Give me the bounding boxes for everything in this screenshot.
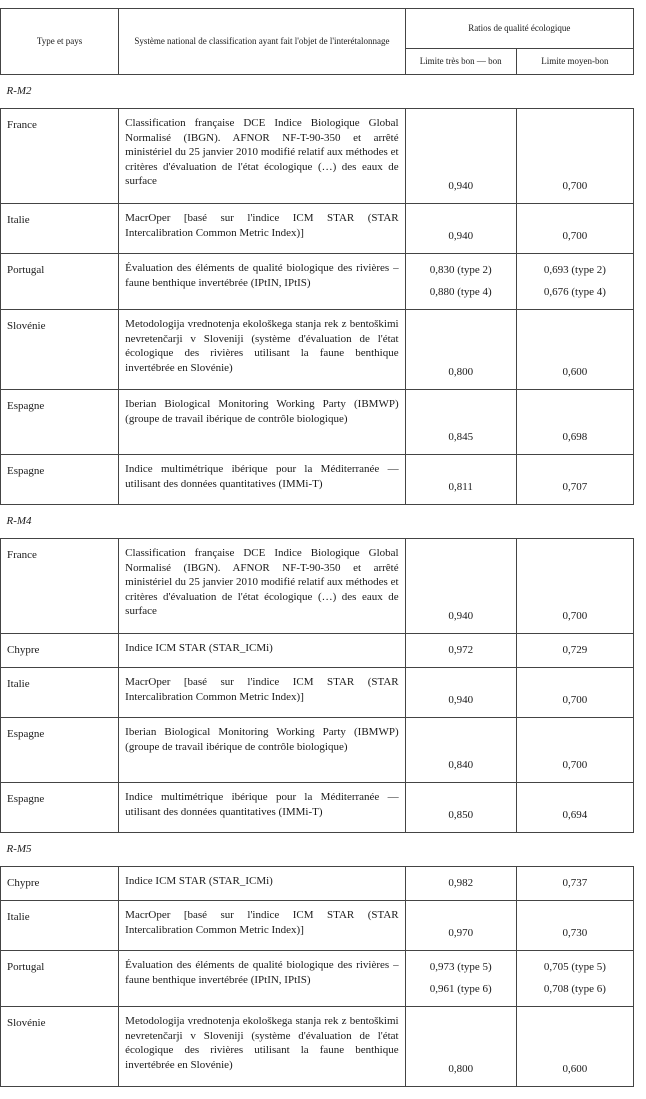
- limit-value: 0,800: [448, 365, 474, 378]
- limit-moyen-bon-cell: [516, 455, 633, 505]
- limit-value: 0,973 (type 5): [429, 961, 492, 974]
- limit-value: 0,708 (type 6): [543, 982, 606, 995]
- limit-tres-bon-cell: [405, 783, 516, 833]
- limit-tres-bon-cell: [405, 718, 516, 783]
- limit-tres-bon-cell: [405, 455, 516, 505]
- table-row: [1, 634, 634, 668]
- group-label: R-M2: [1, 75, 634, 109]
- limit-value: 0,940: [448, 179, 474, 192]
- header-limite-moyen-bon: Limite moyen-bon: [516, 49, 633, 75]
- limit-moyen-bon-cell: [516, 867, 633, 901]
- limit-tres-bon-cell: [405, 539, 516, 634]
- system-cell: Indice multimétrique ibérique pour la Méditerranée — utilisant des données quantitatives (IMMi-T): [119, 455, 405, 505]
- limit-value: 0,729: [562, 643, 588, 656]
- country-cell: Chypre: [1, 867, 119, 901]
- limit-tres-bon-cell: [405, 109, 516, 204]
- header-systeme: Système national de classification ayant fait l'objet de l'interétalonnage: [119, 9, 405, 75]
- table-row: [1, 254, 634, 310]
- country-cell: Chypre: [1, 634, 119, 668]
- limit-tres-bon-cell: [405, 310, 516, 390]
- limit-value: 0,940: [448, 693, 474, 706]
- country-cell: Portugal: [1, 951, 119, 1007]
- group-label: R-M5: [1, 833, 634, 867]
- table-row: [1, 109, 634, 204]
- limit-value: 0,693 (type 2): [543, 264, 606, 277]
- limit-value: 0,840: [448, 758, 474, 771]
- limit-value: 0,845: [448, 430, 474, 443]
- table-row: [1, 390, 634, 455]
- limit-tres-bon-cell: [405, 1007, 516, 1087]
- table-row: [1, 539, 634, 634]
- table-row: [1, 951, 634, 1007]
- table-body: [1, 75, 634, 1087]
- system-cell: MacrOper [basé sur l'indice ICM STAR (STAR Intercalibration Common Metric Index)]: [119, 668, 405, 718]
- limit-tres-bon-cell: [405, 634, 516, 668]
- system-cell: Metodologija vrednotenja ekološkega stanja rek z bentoškimi nevretenčarji v Sloveniji (système d'évaluation de l'état écologique des rivières utilisant la faune benthique invertébrée en Slovénie): [119, 1007, 405, 1087]
- system-cell: Indice ICM STAR (STAR_ICMi): [119, 867, 405, 901]
- limit-value: 0,700: [562, 609, 588, 622]
- limit-moyen-bon-cell: [516, 539, 633, 634]
- country-cell: Espagne: [1, 390, 119, 455]
- country-cell: Slovénie: [1, 310, 119, 390]
- header-ratios: Ratios de qualité écologique: [405, 9, 633, 49]
- country-cell: Italie: [1, 668, 119, 718]
- document-page: [0, 8, 634, 1087]
- limit-value: 0,940: [448, 229, 474, 242]
- limit-value: 0,700: [562, 693, 588, 706]
- group-row: [1, 833, 634, 867]
- limit-value: 0,970: [448, 926, 474, 939]
- limit-value: 0,737: [562, 876, 588, 889]
- limit-value: 0,830 (type 2): [429, 264, 492, 277]
- limit-moyen-bon-cell: [516, 783, 633, 833]
- country-cell: Espagne: [1, 455, 119, 505]
- system-cell: Metodologija vrednotenja ekološkega stanja rek z bentoškimi nevretenčarji v Sloveniji (système d'évaluation de l'état écologique des rivières utilisant la faune benthique invertébrée en Slovénie): [119, 310, 405, 390]
- group-label: R-M4: [1, 505, 634, 539]
- table-row: [1, 455, 634, 505]
- system-cell: MacrOper [basé sur l'indice ICM STAR (STAR Intercalibration Common Metric Index)]: [119, 204, 405, 254]
- classification-table: [0, 8, 634, 1087]
- limit-moyen-bon-cell: [516, 901, 633, 951]
- limit-value: 0,707: [562, 480, 588, 493]
- table-row: [1, 204, 634, 254]
- limit-moyen-bon-cell: [516, 718, 633, 783]
- limit-tres-bon-cell: [405, 951, 516, 1007]
- group-row: [1, 505, 634, 539]
- limit-tres-bon-cell: [405, 390, 516, 455]
- system-cell: Indice multimétrique ibérique pour la Méditerranée — utilisant des données quantitatives (IMMi-T): [119, 783, 405, 833]
- limit-value: 0,940: [448, 609, 474, 622]
- country-cell: Espagne: [1, 783, 119, 833]
- limit-tres-bon-cell: [405, 204, 516, 254]
- limit-tres-bon-cell: [405, 668, 516, 718]
- limit-moyen-bon-cell: [516, 390, 633, 455]
- limit-value: 0,961 (type 6): [429, 982, 492, 995]
- system-cell: Iberian Biological Monitoring Working Party (IBMWP) (groupe de travail ibérique de contrôle biologique): [119, 718, 405, 783]
- header-type-pays: Type et pays: [1, 9, 119, 75]
- system-cell: Classification française DCE Indice Biologique Global Normalisé (IBGN). AFNOR NF-T-90-350 et arrêté ministériel du 25 janvier 2010 modifié relatif aux méthodes et critères d'évaluation de l'état écologique (…) des eaux de surface: [119, 109, 405, 204]
- system-cell: Évaluation des éléments de qualité biologique des rivières – faune benthique invertébrée (IPtIN, IPtIS): [119, 951, 405, 1007]
- limit-moyen-bon-cell: [516, 668, 633, 718]
- limit-moyen-bon-cell: [516, 951, 633, 1007]
- country-cell: Portugal: [1, 254, 119, 310]
- group-row: [1, 75, 634, 109]
- limit-moyen-bon-cell: [516, 109, 633, 204]
- system-cell: MacrOper [basé sur l'indice ICM STAR (STAR Intercalibration Common Metric Index)]: [119, 901, 405, 951]
- limit-moyen-bon-cell: [516, 254, 633, 310]
- table-row: [1, 1007, 634, 1087]
- limit-value: 0,730: [562, 926, 588, 939]
- system-cell: Indice ICM STAR (STAR_ICMi): [119, 634, 405, 668]
- limit-moyen-bon-cell: [516, 310, 633, 390]
- table-row: [1, 718, 634, 783]
- limit-value: 0,700: [562, 179, 588, 192]
- limit-value: 0,676 (type 4): [543, 285, 606, 298]
- table-row: [1, 668, 634, 718]
- country-cell: France: [1, 109, 119, 204]
- country-cell: France: [1, 539, 119, 634]
- system-cell: Iberian Biological Monitoring Working Party (IBMWP) (groupe de travail ibérique de contrôle biologique): [119, 390, 405, 455]
- country-cell: Espagne: [1, 718, 119, 783]
- limit-value: 0,880 (type 4): [429, 285, 492, 298]
- limit-value: 0,800: [448, 1062, 474, 1075]
- limit-value: 0,700: [562, 229, 588, 242]
- limit-moyen-bon-cell: [516, 634, 633, 668]
- limit-value: 0,700: [562, 758, 588, 771]
- limit-value: 0,982: [448, 876, 474, 889]
- country-cell: Italie: [1, 204, 119, 254]
- limit-value: 0,698: [562, 430, 588, 443]
- table-row: [1, 867, 634, 901]
- limit-tres-bon-cell: [405, 901, 516, 951]
- limit-value: 0,705 (type 5): [543, 961, 606, 974]
- table-row: [1, 783, 634, 833]
- table-row: [1, 901, 634, 951]
- limit-tres-bon-cell: [405, 254, 516, 310]
- country-cell: Italie: [1, 901, 119, 951]
- limit-value: 0,600: [562, 365, 588, 378]
- limit-value: 0,811: [448, 480, 473, 493]
- limit-value: 0,694: [562, 808, 588, 821]
- limit-moyen-bon-cell: [516, 1007, 633, 1087]
- limit-moyen-bon-cell: [516, 204, 633, 254]
- limit-tres-bon-cell: [405, 867, 516, 901]
- country-cell: Slovénie: [1, 1007, 119, 1087]
- system-cell: Évaluation des éléments de qualité biologique des rivières – faune benthique invertébrée (IPtIN, IPtIS): [119, 254, 405, 310]
- limit-value: 0,600: [562, 1062, 588, 1075]
- header-limite-tres-bon: Limite très bon — bon: [405, 49, 516, 75]
- limit-value: 0,972: [448, 643, 474, 656]
- table-row: [1, 310, 634, 390]
- limit-value: 0,850: [448, 808, 474, 821]
- system-cell: Classification française DCE Indice Biologique Global Normalisé (IBGN). AFNOR NF-T-90-350 et arrêté ministériel du 25 janvier 2010 modifié relatif aux méthodes et critères d'évaluation de l'état écologique (…) des eaux de surface: [119, 539, 405, 634]
